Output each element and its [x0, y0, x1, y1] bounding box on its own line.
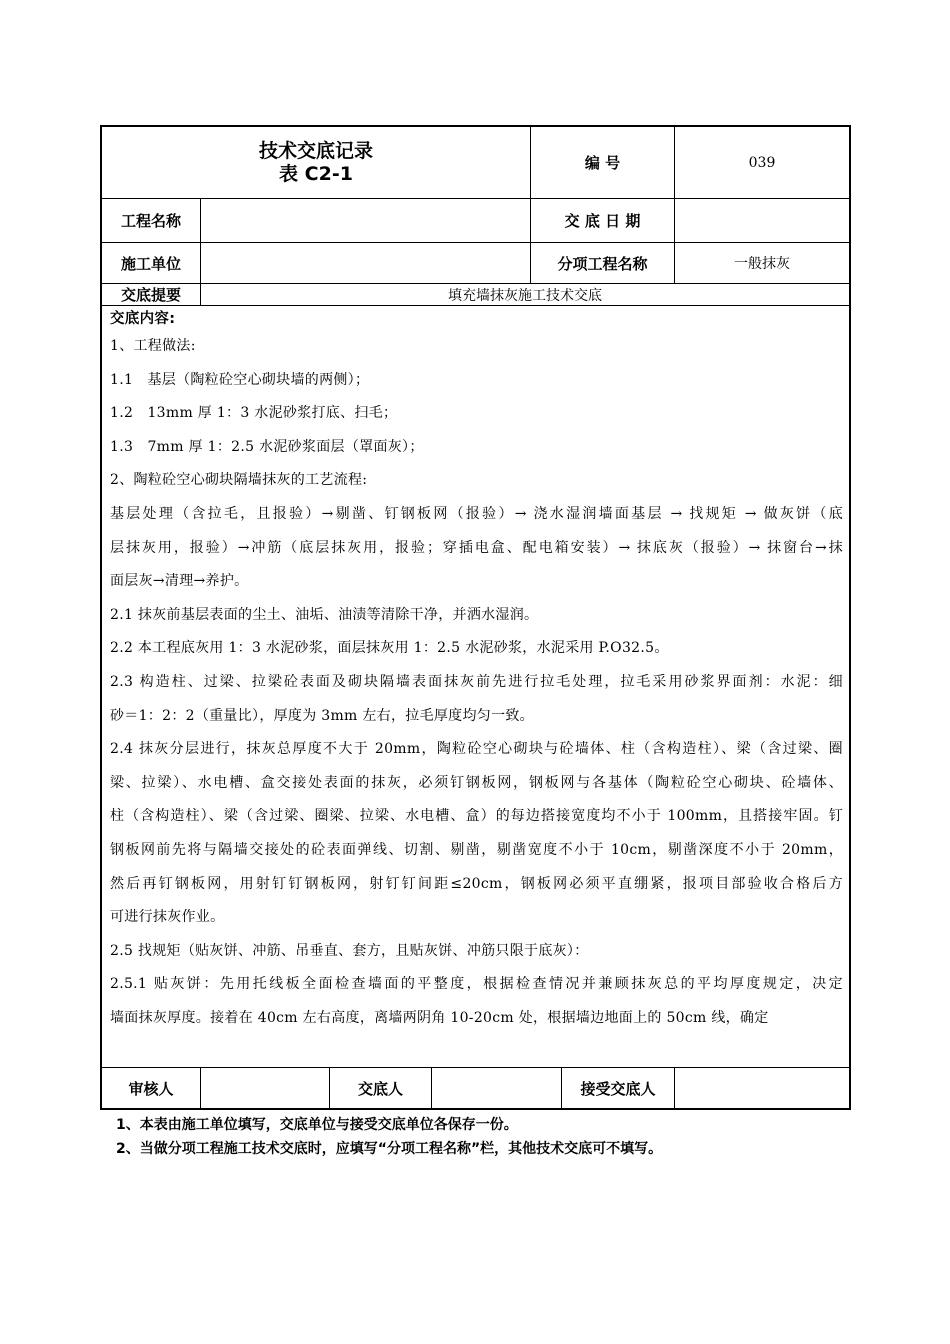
summary-label: 交底提要: [120, 286, 181, 304]
note-line: 1、本表由施工单位填写，交底单位与接受交底单位各保存一份。: [116, 1117, 518, 1133]
date-label: 交 底 日 期: [564, 212, 641, 230]
construction-unit-value: [201, 243, 530, 283]
content-heading: 交底内容:: [110, 311, 176, 327]
summary-value: 填充墙抹灰施工技术交底: [448, 287, 602, 304]
reviewer-label: 审核人: [128, 1079, 174, 1098]
disclosure-form-table: [100, 125, 851, 1110]
form-title-main: 技术交底记录: [258, 139, 373, 162]
content-line: 2.5 找规矩（贴灰饼、冲筋、吊垂直、套方，且贴灰饼、冲筋只限于底灰）：: [110, 942, 589, 959]
content-line: 墙面抹灰厚度。接着在 40cm 左右高度，离墙两阴角 10-20cm 处，根据墙边地面上的 50cm 线，确定: [110, 1009, 769, 1026]
row-divider: [102, 305, 849, 306]
project-name-value: [201, 199, 530, 242]
content-line: 2.3 构造柱、过梁、拉梁砼表面及砌块隔墙表面抹灰前先进行拉毛处理，拉毛采用砂浆界面剂：水泥：细: [110, 673, 843, 690]
date-value: [675, 199, 849, 242]
discloser-label: 交底人: [357, 1079, 403, 1098]
receiver-label: 接受交底人: [580, 1079, 656, 1098]
content-line: 2.2 本工程底灰用 1：3 水泥砂浆，面层抹灰用 1：2.5 水泥砂浆，水泥采用 P.O32.5。: [110, 640, 669, 657]
number-label: 编 号: [584, 154, 621, 172]
content-line: 可进行抹灰作业。: [110, 909, 225, 926]
discloser-value: [432, 1068, 561, 1108]
content-line: 2、陶粒砼空心砌块隔墙抹灰的工艺流程:: [110, 472, 368, 489]
content-line: 1.2 13mm 厚 1：3 水泥砂浆打底、扫毛；: [110, 405, 398, 422]
construction-unit-label: 施工单位: [120, 254, 181, 273]
content-line: 柱（含构造柱）、梁（含过梁、圈梁、拉梁、水电槽、盒）的每边搭接宽度均不小于 100mm，且搭接牢固。钉: [110, 808, 843, 825]
form-title: [102, 127, 530, 198]
content-line: 2.4 抹灰分层进行，抹灰总厚度不大于 20mm，陶粒砼空心砌块与砼墙体、柱（含构造柱）、梁（含过梁、圈: [110, 741, 843, 758]
content-line: 梁、拉梁）、水电槽、盒交接处表面的抹灰，必须钉钢板网，钢板网与各基体（陶粒砼空心砌块、砼墙体、: [110, 774, 843, 791]
subitem-name-label: 分项工程名称: [557, 254, 648, 273]
receiver-value: [675, 1068, 849, 1108]
subitem-name-value: 一般抹灰: [734, 256, 790, 272]
disclosure-content: [110, 308, 843, 1035]
content-line: 基层处理（含拉毛，且报验）→剔凿、钉钢板网（报验）→ 浇水湿润墙面基层 → 找规矩 → 做灰饼（底: [110, 505, 843, 522]
form-code: 表 C2-1: [279, 162, 353, 185]
number-value: 039: [748, 154, 776, 171]
content-line: 然后再钉钢板网，用射钉钉钢板网，射钉钉间距≤20cm，钢板网必须平直绷紧，报项目部验收合格后方: [110, 875, 843, 892]
content-line: 面层灰→清理→养护。: [110, 573, 249, 590]
content-line: 1.1 基层（陶粒砼空心砌块墙的两侧）；: [110, 371, 370, 388]
content-line: 2.1 抹灰前基层表面的尘土、油垢、油渍等清除干净，并洒水湿润。: [110, 606, 539, 623]
content-line: 2.5.1 贴灰饼：先用托线板全面检查墙面的平整度，根据检查情况并兼顾抹灰总的平均厚度规定，决定: [110, 976, 843, 993]
reviewer-value: [201, 1068, 329, 1108]
project-name-label: 工程名称: [120, 212, 181, 230]
content-line: 1、工程做法:: [110, 338, 196, 354]
note-line: 2、当做分项工程施工技术交底时，应填写“分项工程名称”栏，其他技术交底可不填写。: [116, 1141, 663, 1157]
content-line: 1.3 7mm 厚 1：2.5 水泥砂浆面层（罩面灰）；: [110, 438, 424, 455]
form-notes: [116, 1113, 662, 1161]
content-line: 砂＝1：2：2（重量比），厚度为 3mm 左右，拉毛厚度均匀一致。: [110, 707, 534, 724]
content-line: 层抹灰用，报验）→冲筋（底层抹灰用，报验；穿插电盒、配电箱安装）→ 抹底灰（报验）→ 抹窗台→抹: [110, 539, 843, 556]
content-line: 钢板网前先将与隔墙交接处的砼表面弹线、切割、剔凿，剔凿宽度不小于 10cm，剔凿深度不小于 20mm，: [110, 841, 843, 858]
